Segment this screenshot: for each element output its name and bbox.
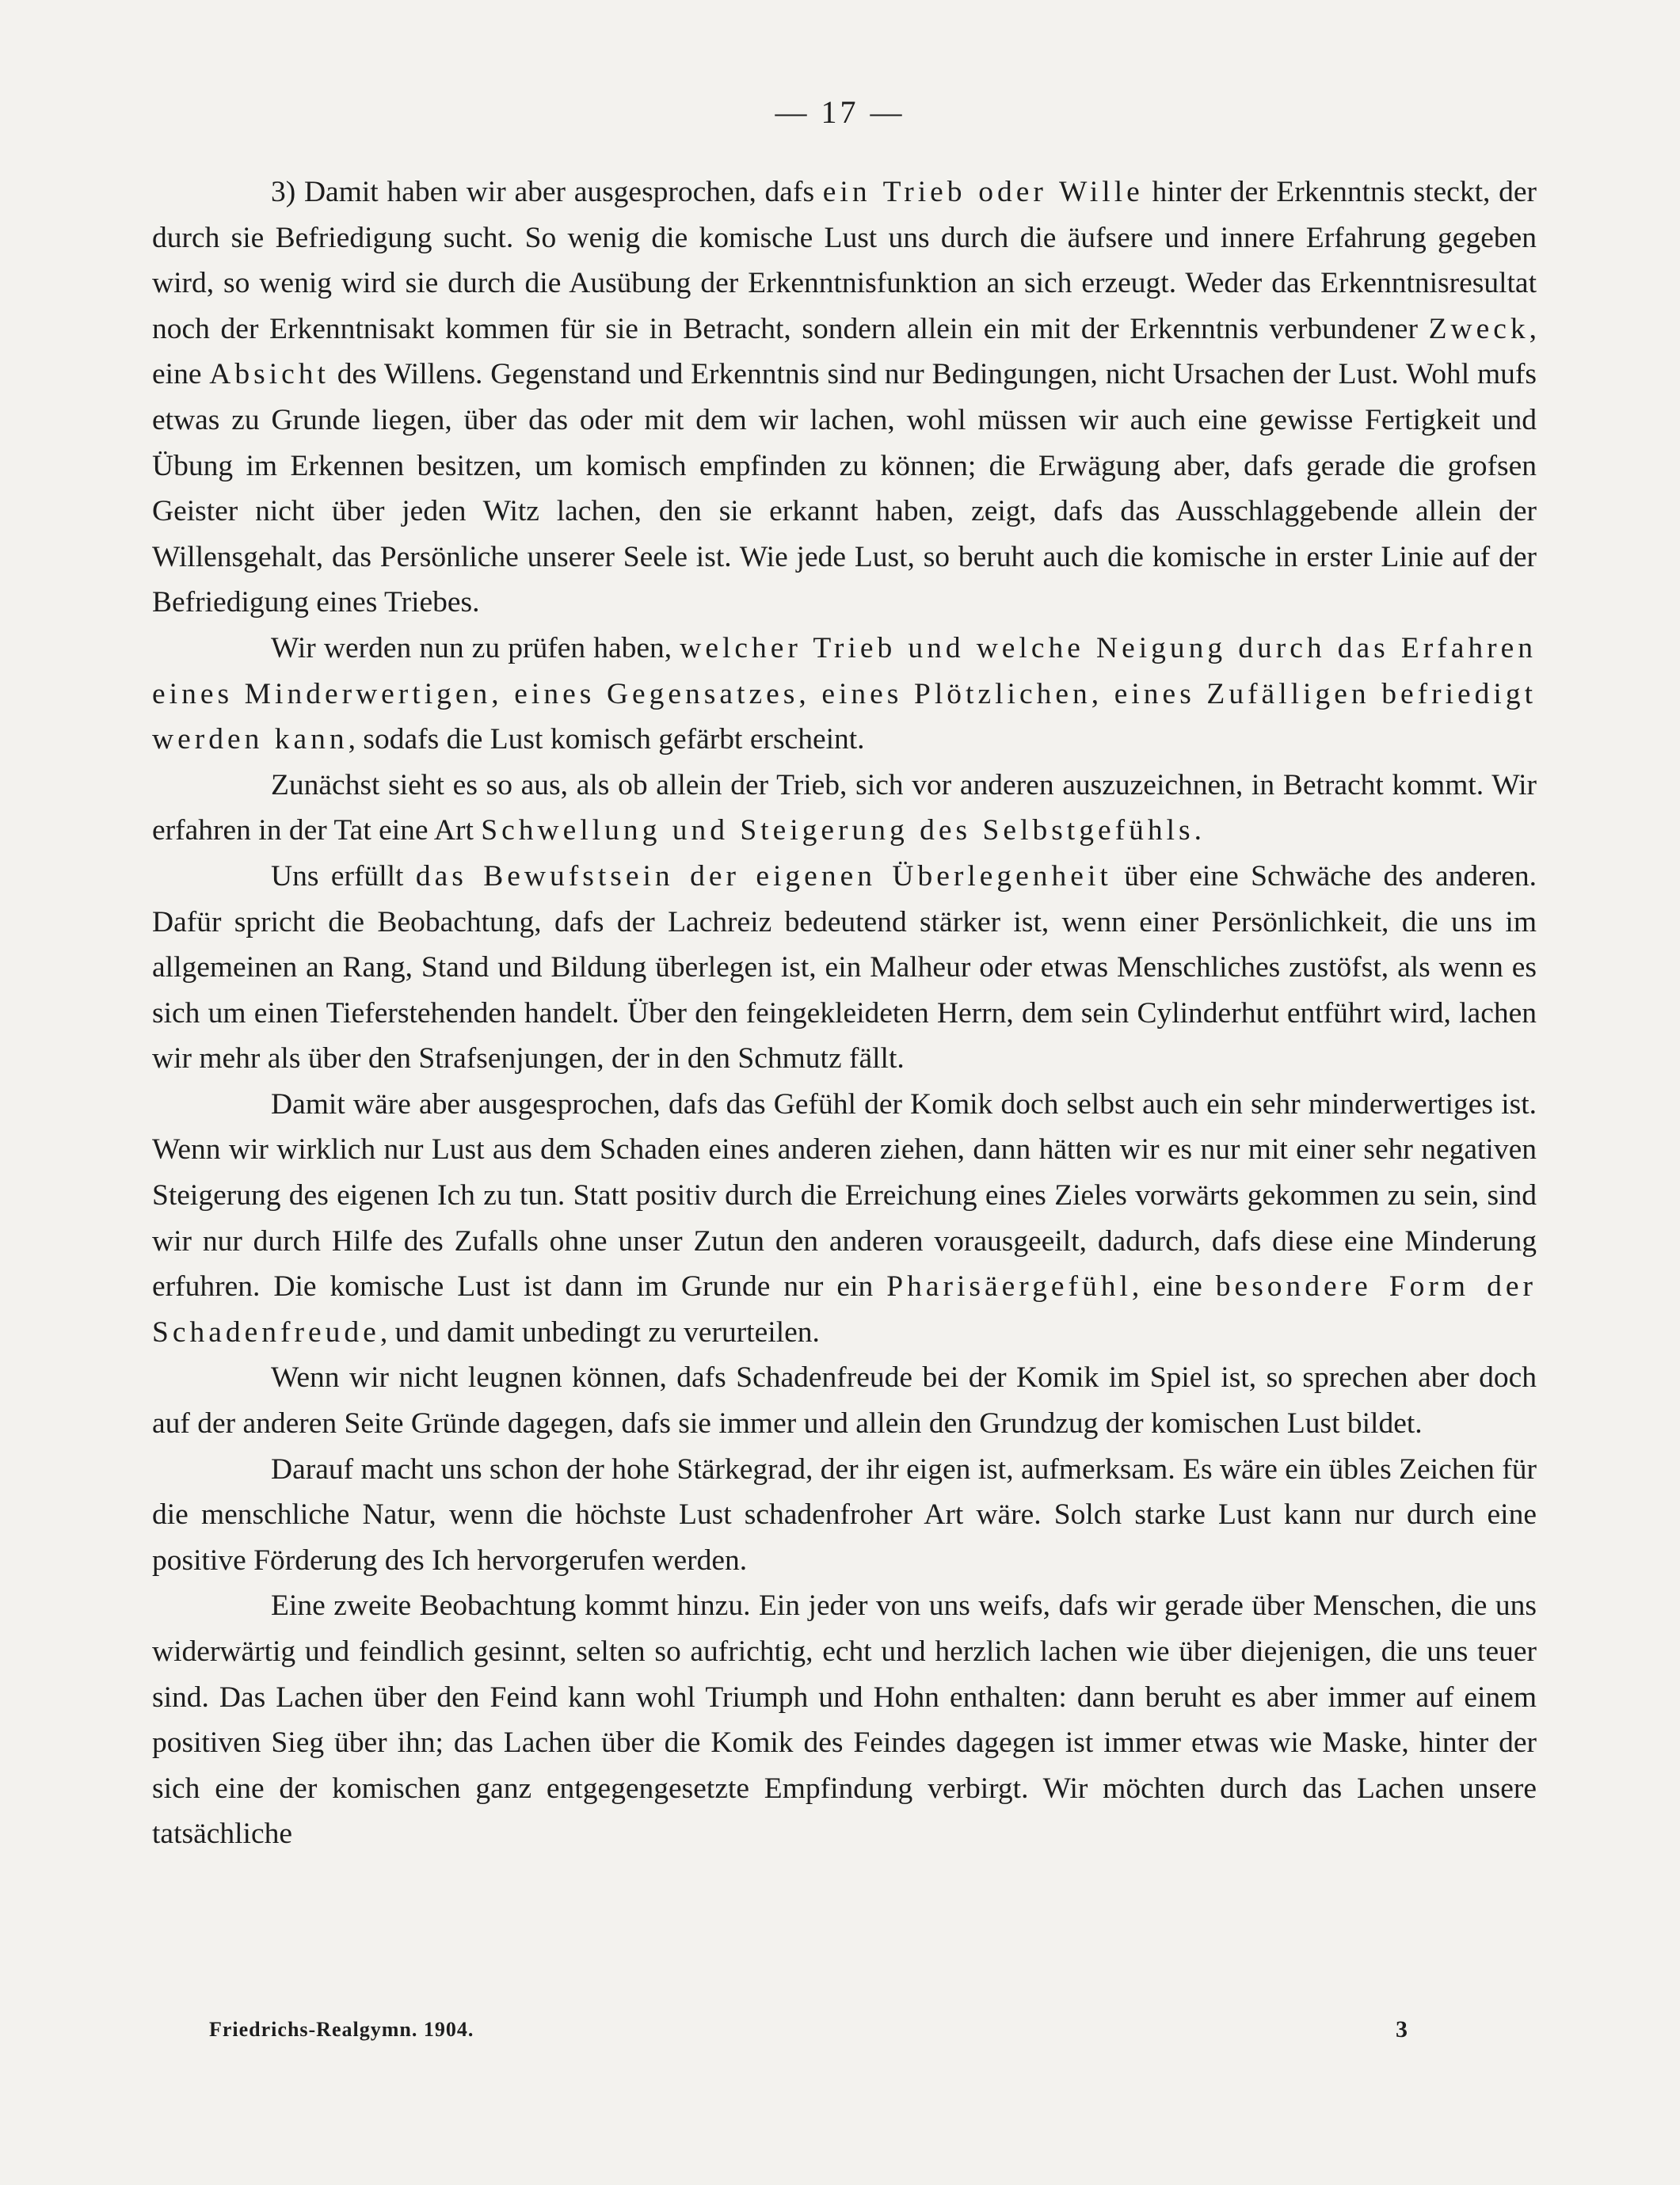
- text-segment: , sodafs die Lust komisch gefärbt erscheint.: [348, 723, 865, 756]
- emphasized-text: besondere Form der Schadenfreude: [152, 1270, 1537, 1349]
- emphasized-text: Zweck: [1428, 312, 1530, 345]
- text-segment: .: [1194, 814, 1202, 847]
- emphasized-text: welcher Trieb und welche Neigung durch das Erfahren eines Minderwertigen, eines Gegensatzes, eines Plötzlichen, eines Zufälligen befriedigt werden kann: [152, 631, 1537, 756]
- paragraph: [152, 1583, 1537, 1857]
- footer-signature: Friedrichs-Realgymn. 1904.: [209, 2018, 474, 2041]
- text-segment: , eine: [1131, 1270, 1216, 1304]
- emphasized-text: Absicht: [209, 358, 330, 391]
- text-segment: Damit wäre aber ausgesprochen, dafs das Gefühl der Komik doch selbst auch ein sehr minderwertiges ist. Wenn wir wirklich nur Lust aus dem Schaden eines anderen ziehen, dann hätten wir es nur mit einer sehr negativen Steigerung des eigenen Ich zu tun. Statt positiv durch die Erreichung eines Zieles vorwärts gekommen zu sein, sind wir nur durch Hilfe des Zufalls ohne unser Zutun den anderen vorausgeeilt, dadurch, dafs diese eine Minderung erfuhren. Die komische Lust ist dann im Grunde nur ein: [152, 1087, 1537, 1304]
- emphasized-text: das Bewufstsein der eigenen Überlegenheit: [415, 859, 1112, 893]
- page-number: — 17 —: [775, 94, 905, 130]
- text-segment: hinter der Erkenntnis steckt, der durch sie Befriedigung sucht. So wenig die komische Lust uns durch die äufsere und innere Erfahrung gegeben wird, so wenig wird sie durch die Ausübung der Erkenntnisfunktion an sich erzeugt. Weder das Erkenntnisresultat noch der Erkenntnisakt kommen für sie in Betracht, sondern allein ein mit der Erkenntnis verbundener: [152, 176, 1537, 345]
- footer-sheet-number: 3: [1396, 2016, 1408, 2042]
- text-segment: Wir werden nun zu prüfen haben,: [271, 631, 680, 664]
- emphasized-text: Schwellung und Steigerung des Selbstgefühls: [481, 814, 1194, 847]
- text-segment: Wenn wir nicht leugnen können, dafs Schadenfreude bei der Komik im Spiel ist, so sprechen aber doch auf der anderen Seite Gründe dagegen, dafs sie immer und allein den Grundzug der komischen Lust bildet.: [152, 1361, 1537, 1441]
- paragraph: [152, 854, 1537, 1082]
- emphasized-text: ein Trieb oder Wille: [822, 176, 1144, 208]
- paragraph: [152, 626, 1537, 763]
- text-segment: 3) Damit haben wir aber ausgesprochen, dafs: [271, 176, 823, 208]
- text-segment: des Willens. Gegenstand und Erkenntnis sind nur Bedingungen, nicht Ursachen der Lust. Wohl mufs etwas zu Grunde liegen, über das oder mit dem wir lachen, wohl müssen wir auch eine gewisse Fertigkeit und Übung im Erkennen besitzen, um komisch empfinden zu können; die Erwägung aber, dafs gerade die grofsen Geister nicht über jeden Witz lachen, den sie erkannt haben, zeigt, dafs das Ausschlaggebende allein der Willensgehalt, das Persönliche unserer Seele ist. Wie jede Lust, so beruht auch die komische in erster Linie auf der Befriedigung eines Triebes.: [152, 358, 1537, 619]
- paragraph: [152, 169, 1537, 626]
- text-segment: über eine Schwäche des anderen. Dafür spricht die Beobachtung, dafs der Lachreiz bedeutend stärker ist, wenn einer Persönlichkeit, die uns im allgemeinen an Rang, Stand und Bildung überlegen ist, ein Malheur oder etwas Menschliches zustöfst, als wenn es sich um einen Tieferstehenden handelt. Über den feingekleideten Herrn, dem sein Cylinderhut entführt wird, lachen wir mehr als über den Strafsenjungen, der in den Schmutz fällt.: [152, 859, 1537, 1075]
- text-segment: Uns erfüllt: [271, 859, 416, 893]
- paragraph: [152, 1082, 1537, 1356]
- paragraph: [152, 763, 1537, 854]
- text-segment: Zunächst sieht es so aus, als ob allein der Trieb, sich vor anderen auszuzeichnen, in Betracht kommt. Wir erfahren in der Tat eine Art: [152, 768, 1537, 847]
- text-segment: , eine: [152, 312, 1537, 391]
- text-segment: Eine zweite Beobachtung kommt hinzu. Ein jeder von uns weifs, dafs wir gerade über Menschen, die uns widerwärtig und feindlich gesinnt, selten so aufrichtig, echt und herzlich lachen wie über diejenigen, die uns teuer sind. Das Lachen über den Feind kann wohl Triumph und Hohn enthalten: dann beruht es aber immer auf einem positiven Sieg über ihn; das Lachen über die Komik des Feindes dagegen ist immer etwas wie Maske, hinter der sich eine der komischen ganz entgegengesetzte Empfindung verbirgt. Wir möchten durch das Lachen unsere tatsächliche: [152, 1589, 1537, 1851]
- emphasized-text: Pharisäergefühl: [886, 1270, 1132, 1304]
- text-segment: , und damit unbedingt zu verurteilen.: [379, 1315, 820, 1349]
- paragraph: [152, 1355, 1537, 1446]
- text-segment: Darauf macht uns schon der hohe Stärkegrad, der ihr eigen ist, aufmerksam. Es wäre ein übles Zeichen für die menschliche Natur, wenn die höchste Lust schadenfroher Art wäre. Solch starke Lust kann nur durch eine positive Förderung des Ich hervorgerufen werden.: [152, 1452, 1537, 1577]
- body-text: [152, 169, 1537, 1857]
- paragraph: [152, 1447, 1537, 1584]
